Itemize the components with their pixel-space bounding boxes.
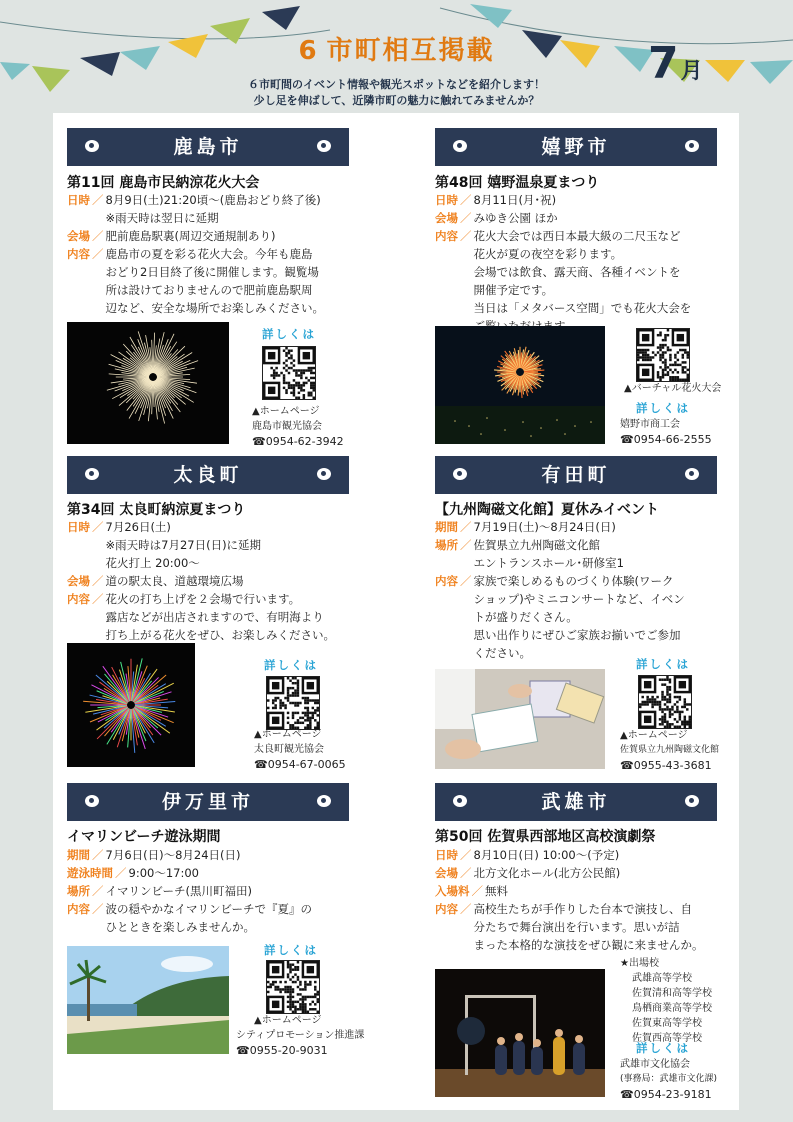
detail-value [106,900,313,936]
detail-separator: ／ [92,247,104,261]
banner-dot-icon [317,795,331,807]
detail-value [106,227,276,245]
contact-info-kashima [252,404,344,449]
detail-line: おどり2日目終了後に開催します。観覧場 [105,265,319,279]
page-title-text: 市町相互掲載 [326,36,495,66]
detail-value [106,572,244,590]
detail-separator: ／ [92,902,104,916]
banner-dot-icon [85,468,99,480]
detail-separator: ／ [460,574,472,588]
detail-line: 9:00～17:00 [128,866,199,880]
phone-number: ☎0954-66-2555 [620,433,712,446]
detail-line: イマリンビーチ(黒川町福田) [105,884,253,898]
detail-label: 場所 [67,884,90,898]
detail-value [474,572,685,662]
town-banner-arita [435,456,717,494]
detail-line: ※雨天時は7月27日(日)に延期 [105,538,262,552]
schools-title: ★出場校 [620,958,659,969]
detail-line: ください。 [473,646,531,660]
detail-label: 期間 [67,848,90,862]
detail-line: 8月10日(日) 10:00～(予定) [473,848,620,862]
detail-line: 花火打上 20:00～ [105,556,200,570]
detail-row [435,572,735,662]
detail-line: 辺など、安全な場所でお楽しみください。 [105,301,324,315]
detail-value [485,882,508,900]
detail-line: 北方文化ホール(北方公民館) [473,866,621,880]
organizer: 佐賀県立九州陶磁文化館 [620,745,720,755]
organizer-office: (事務局：武雄市文化課) [620,1074,718,1084]
school-item: 武雄高等学校 [632,973,692,984]
detail-line: 家族で楽しめるものづくり体験(ワーク [473,574,674,588]
town-name: 有田町 [541,464,611,486]
detail-value [474,227,692,335]
intro-line-2: 少し足を伸ばして、近隣市町の魅力に触れてみませんか？ [253,94,540,107]
event-title-imari: イマリンビーチ遊泳期間 [67,829,221,845]
town-name: 嬉野市 [541,136,611,158]
detail-value [474,191,557,209]
detail-separator: ／ [92,884,104,898]
detail-value [106,518,262,572]
detail-row [435,536,735,572]
workshop-photo-arita [435,669,605,769]
detail-row [67,191,367,227]
event-details-takeo [435,846,735,954]
detail-row [435,518,735,536]
detail-label: 内容 [435,229,458,243]
organizer: 武雄市文化協会 [620,1059,690,1070]
detail-line: 8月9日(土)21:20頃～(鹿島おどり終了後) [105,193,321,207]
qr-code-tara[interactable] [266,676,320,730]
contact-info-arita [620,728,719,773]
detail-value [474,518,616,536]
qr-code-imari[interactable] [266,960,320,1014]
detail-line: 佐賀県立九州陶磁文化館 [473,538,600,552]
detail-line: 花火の打ち上げを２会場で行います。 [105,592,301,606]
detail-separator: ／ [460,211,472,225]
detail-separator: ／ [115,866,127,880]
detail-separator: ／ [460,848,472,862]
detail-separator: ／ [92,229,104,243]
detail-row [435,882,735,900]
stage-photo-takeo [435,969,605,1097]
school-item: 佐賀清和高等学校 [632,988,712,999]
detail-line: 高校生たちが手作りした台本で演技し、自 [473,902,692,916]
banner-dot-icon [85,795,99,807]
detail-line: エントランスホール･研修室1 [473,556,624,570]
detail-label: 日時 [67,193,90,207]
detail-value [474,536,625,572]
banner-dot-icon [317,140,331,152]
detail-label: 日時 [67,520,90,534]
detail-row [435,864,735,882]
detail-label: 会場 [67,574,90,588]
town-banner-imari [67,783,349,821]
detail-line: 7月19日(土)～8月24日(日) [473,520,616,534]
detail-line: 花火大会では西日本最大級の二尺玉など [473,229,681,243]
detail-line: 分たちで舞台演出を行います。思いが詰 [473,920,680,934]
banner-dot-icon [685,468,699,480]
event-details-imari [67,846,367,936]
event-title-kashima: 第11回 鹿島市民納涼花火大会 [67,175,260,191]
detail-label: 内容 [67,592,90,606]
fireworks-photo-kashima [67,322,229,444]
detail-value [106,590,336,644]
detail-row [67,572,367,590]
detail-line: みゆき公園 ほか [473,211,558,225]
qr-caption: ▲ホームページ [254,729,322,740]
detail-line: ショップ)やミニコンサートなど、イベン [473,592,685,606]
detail-line: ひとときを楽しみませんか。 [105,920,255,934]
detail-row [435,191,735,209]
more-info-label: 詳しくは [636,1041,690,1055]
detail-label: 内容 [435,574,458,588]
school-item: 鳥栖商業高等学校 [632,1003,712,1014]
detail-row [67,518,367,572]
detail-value [106,846,241,864]
detail-line: 開催予定です。 [473,283,554,297]
town-banner-takeo [435,783,717,821]
detail-value [474,846,620,864]
detail-value [106,882,253,900]
detail-separator: ／ [460,902,472,916]
detail-row [67,882,367,900]
contact-info-tara [254,727,346,772]
intro-text [0,77,793,109]
more-info-label: 詳しくは [262,327,316,341]
fireworks-photo-tara [67,643,195,767]
detail-row [67,864,367,882]
more-info-label: 詳しくは [636,401,690,415]
detail-label: 日時 [435,193,458,207]
detail-value [474,900,704,954]
detail-line: 8月11日(月･祝) [473,193,557,207]
detail-row [67,900,367,936]
intro-line-1: ６市町間のイベント情報や観光スポットなどを紹介します！ [248,78,545,91]
detail-row [435,209,735,227]
event-title-arita: 【九州陶磁文化館】夏休みイベント [435,502,659,518]
detail-row [435,900,735,954]
detail-line: 道の駅太良、道越環境広場 [105,574,244,588]
detail-label: 場所 [435,538,458,552]
detail-line: ※雨天時は翌日に延期 [105,211,219,225]
beach-photo-imari [67,946,229,1054]
qr-caption: ▲ホームページ [620,730,688,741]
detail-separator: ／ [92,520,104,534]
town-name: 伊万里市 [161,791,254,813]
detail-row [67,846,367,864]
detail-line: 所は設けておりませんので肥前鹿島駅周 [105,283,313,297]
organizer: 嬉野市商工会 [620,419,680,430]
detail-separator: ／ [92,193,104,207]
phone-number: ☎0954-23-9181 [620,1088,712,1101]
school-item: 佐賀東高等学校 [632,1018,702,1029]
detail-line: 波の穏やかなイマリンビーチで『夏』の [105,902,313,916]
detail-separator: ／ [92,848,104,862]
town-banner-ureshino [435,128,717,166]
organizer: シティプロモーション推進課 [236,1030,365,1041]
detail-value [106,245,325,317]
detail-label: 日時 [435,848,458,862]
detail-line: トが盛りだくさん。 [473,610,578,624]
contact-info-imari [236,1013,364,1058]
detail-row [435,846,735,864]
detail-line: 会場では飲食、露天商、各種イベントを [473,265,681,279]
organizer: 太良町観光協会 [254,744,324,755]
detail-line: 当日は「メタバース空間」でも花火大会を [473,301,692,315]
phone-number: ☎0954-62-3942 [252,435,344,448]
banner-dot-icon [685,140,699,152]
detail-row [67,227,367,245]
detail-separator: ／ [92,574,104,588]
banner-dot-icon [453,468,467,480]
detail-label: 会場 [435,866,458,880]
detail-label: 内容 [435,902,458,916]
event-title-ureshino: 第48回 嬉野温泉夏まつり [435,175,600,191]
detail-separator: ／ [460,520,472,534]
school-item: 佐賀西高等学校 [632,1033,702,1044]
detail-label: 会場 [67,229,90,243]
detail-separator: ／ [471,884,483,898]
detail-line: 無料 [485,884,508,898]
qr-caption-ureshino: ▲バーチャル花火大会 [624,383,722,394]
banner-dot-icon [685,795,699,807]
detail-label: 遊泳時間 [67,866,113,880]
banner-dot-icon [453,795,467,807]
detail-row [67,590,367,644]
phone-number: ☎0955-20-9031 [236,1044,328,1057]
detail-value [106,191,321,227]
event-details-kashima [67,191,367,317]
phone-number: ☎0954-67-0065 [254,758,346,771]
detail-label: 内容 [67,902,90,916]
detail-line: 鹿島市の夏を彩る花火大会。今年も鹿島 [105,247,313,261]
month-unit: 月 [680,59,703,84]
town-name: 武雄市 [541,791,611,813]
detail-separator: ／ [460,866,472,880]
detail-value [474,209,558,227]
detail-separator: ／ [460,538,472,552]
event-title-tara: 第34回 太良町納涼夏まつり [67,502,246,518]
detail-separator: ／ [92,592,104,606]
detail-value [474,864,621,882]
month-number: 7 [648,38,679,89]
detail-line: 思い出作りにぜひご家族お揃いでご参加 [473,628,681,642]
event-details-tara [67,518,367,644]
detail-label: 入場料 [435,884,470,898]
qr-caption: ▲ホームページ [252,406,320,417]
detail-line: 花火が夏の夜空を彩ります。 [473,247,623,261]
event-title-takeo: 第50回 佐賀県西部地区高校演劇祭 [435,829,656,845]
detail-line: まった本格的な演技をぜひ観に来ませんか。 [473,938,704,952]
banner-dot-icon [453,140,467,152]
detail-label: 内容 [67,247,90,261]
qr-code-arita[interactable] [638,675,692,729]
contact-info-takeo [620,1057,717,1102]
detail-separator: ／ [460,193,472,207]
qr-code-kashima[interactable] [262,346,316,400]
more-info-label: 詳しくは [264,658,318,672]
detail-label: 会場 [435,211,458,225]
town-banner-tara [67,456,349,494]
detail-separator: ／ [460,229,472,243]
detail-line: 打ち上がる花火をぜひ、お楽しみください。 [105,628,336,642]
organizer: 鹿島市観光協会 [252,421,322,432]
detail-line: 7月26日(土) [105,520,171,534]
page-title-number: 6 [298,36,319,66]
detail-row [67,245,367,317]
detail-line: 露店などが出店されますので、有明海より [105,610,324,624]
phone-number: ☎0955-43-3681 [620,759,712,772]
detail-value [129,864,199,882]
town-name: 太良町 [173,464,243,486]
fireworks-photo-ureshino [435,326,605,444]
qr-caption: ▲ホームページ [254,1015,322,1026]
detail-label: 期間 [435,520,458,534]
qr-code-ureshino[interactable] [636,328,690,382]
town-banner-kashima [67,128,349,166]
detail-row [435,227,735,335]
more-info-label: 詳しくは [264,943,318,957]
detail-line: 7月6日(日)～8月24日(日) [105,848,241,862]
schools-list [620,956,712,1046]
more-info-label: 詳しくは [636,657,690,671]
event-details-arita [435,518,735,662]
banner-dot-icon [85,140,99,152]
town-name: 鹿島市 [173,136,243,158]
event-details-ureshino [435,191,735,335]
detail-line: 肥前鹿島駅裏(周辺交通規制あり) [105,229,276,243]
contact-info-ureshino [620,417,712,447]
banner-dot-icon [317,468,331,480]
